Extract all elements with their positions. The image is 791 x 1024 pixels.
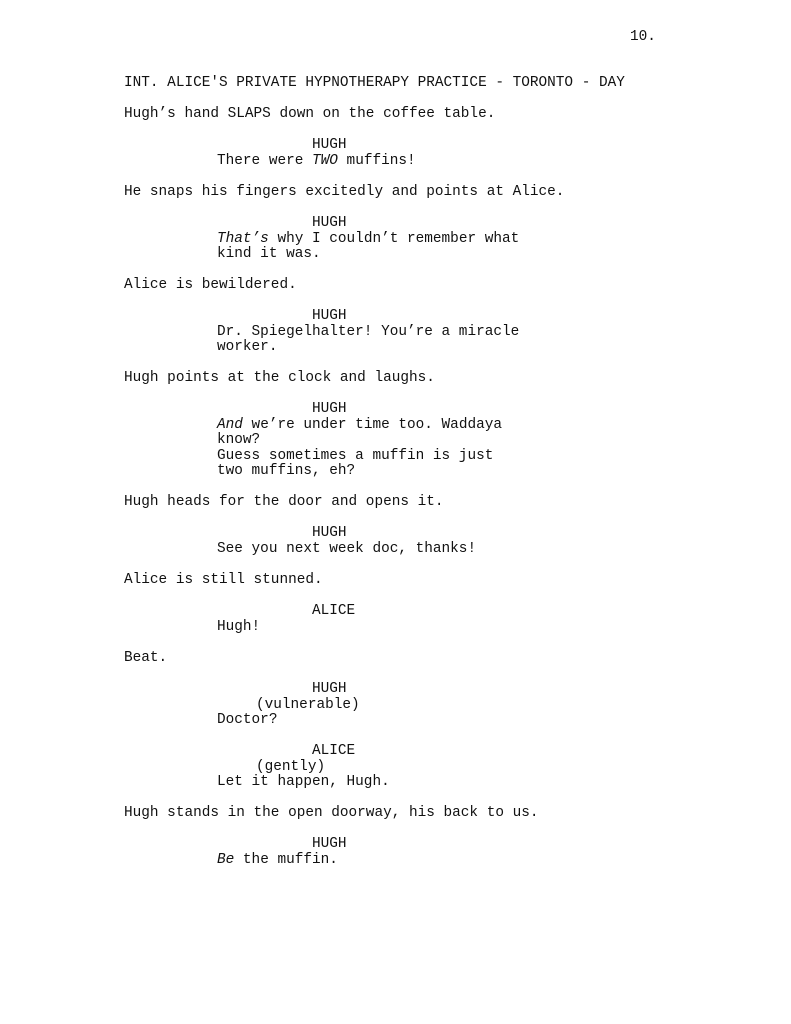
dialogue-line: Hugh!: [217, 619, 261, 635]
character-cue: ALICE: [312, 743, 356, 759]
scene-heading: INT. ALICE'S PRIVATE HYPNOTHERAPY PRACTICE - TORONTO - DAY: [124, 75, 625, 91]
dialogue-line: Guess sometimes a muffin is just: [217, 448, 494, 464]
dialogue-line: worker.: [217, 339, 278, 355]
character-cue: HUGH: [312, 401, 347, 417]
emphasis: That’s: [217, 231, 269, 247]
character-cue: HUGH: [312, 215, 347, 231]
page-number: 10.: [630, 29, 656, 45]
emphasis: Be: [217, 852, 235, 868]
character-cue: HUGH: [312, 308, 347, 324]
character-cue: HUGH: [312, 525, 347, 541]
dialogue-line: two muffins, eh?: [217, 463, 356, 479]
action-line: Beat.: [124, 650, 168, 666]
dialogue-line: Let it happen, Hugh.: [217, 774, 390, 790]
dialogue-line: And we’re under time too. Waddaya: [217, 417, 502, 433]
parenthetical: (vulnerable): [256, 697, 360, 713]
dialogue-line: Doctor?: [217, 712, 278, 728]
action-line: He snaps his fingers excitedly and points at Alice.: [124, 184, 565, 200]
dialogue-line: See you next week doc, thanks!: [217, 541, 477, 557]
parenthetical: (gently): [256, 759, 326, 775]
character-cue: HUGH: [312, 836, 347, 852]
action-line: Hugh stands in the open doorway, his back to us.: [124, 805, 539, 821]
character-cue: ALICE: [312, 603, 356, 619]
action-line: Hugh heads for the door and opens it.: [124, 494, 444, 510]
character-cue: HUGH: [312, 137, 347, 153]
dialogue-line: know?: [217, 432, 261, 448]
character-cue: HUGH: [312, 681, 347, 697]
dialogue-line: There were TWO muffins!: [217, 153, 416, 169]
dialogue-line: kind it was.: [217, 246, 321, 262]
action-line: Alice is bewildered.: [124, 277, 297, 293]
dialogue-line: Dr. Spiegelhalter! You’re a miracle: [217, 324, 520, 340]
dialogue-line: Be the muffin.: [217, 852, 338, 868]
action-line: Hugh’s hand SLAPS down on the coffee table.: [124, 106, 496, 122]
action-line: Hugh points at the clock and laughs.: [124, 370, 435, 386]
action-line: Alice is still stunned.: [124, 572, 323, 588]
emphasis: And: [217, 417, 243, 433]
dialogue-line: That’s why I couldn’t remember what: [217, 231, 520, 247]
emphasis: TWO: [312, 153, 338, 169]
